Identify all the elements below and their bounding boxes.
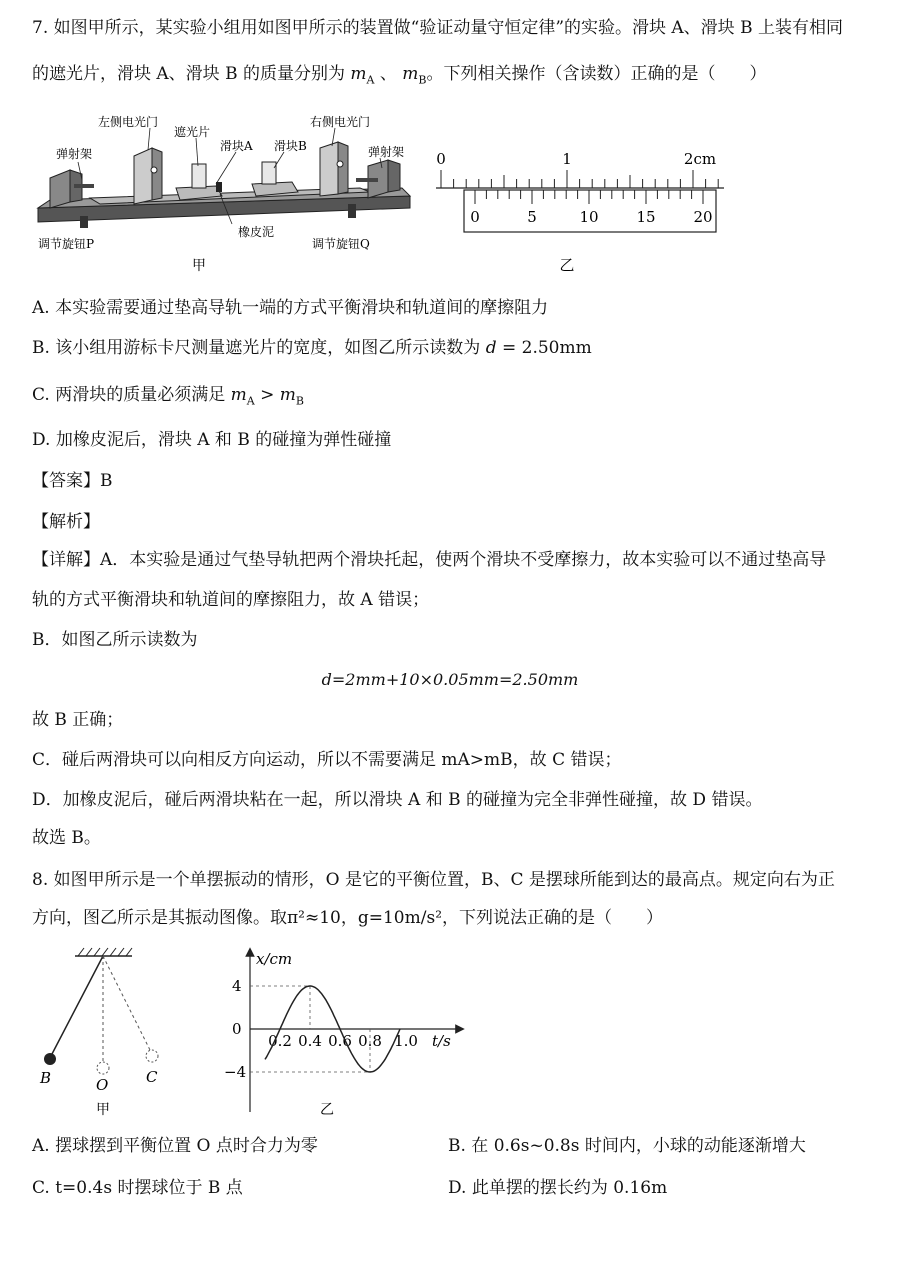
- figure-caption-yi: 乙: [559, 256, 575, 274]
- label-knob-p: 调节旋钮P: [38, 237, 95, 251]
- vibration-graph: [220, 944, 470, 1124]
- y-tick-0: 0: [232, 1020, 242, 1038]
- pendulum-caption: 甲: [96, 1102, 110, 1118]
- q8-stem-line1: 8. 如图甲所示是一个单摆振动的情形，O 是它的平衡位置，B、C 是摆球所能到达的最高点。规定向右为正: [32, 870, 835, 890]
- q7-detail-line4: 故 B 正确；: [32, 710, 124, 730]
- label-slider-a: 滑块A: [220, 139, 253, 153]
- main-scale-label-0: 0: [436, 150, 446, 168]
- vernier-label-20: 20: [693, 208, 713, 226]
- x-tick-0-8: 0.8: [358, 1032, 382, 1050]
- x-tick-0-2: 0.2: [268, 1032, 292, 1050]
- label-launcher-left: 弹射架: [56, 147, 93, 161]
- figure-caption-jia: 甲: [192, 258, 206, 274]
- vernier-label-0: 0: [470, 208, 480, 226]
- x-tick-0-4: 0.4: [298, 1032, 322, 1050]
- q7-detail-line2: 轨的方式平衡滑块和轨道间的摩擦阻力，故 A 错误；: [32, 590, 430, 610]
- air-track-figure: [30, 108, 420, 278]
- main-scale-label-1: 1: [562, 150, 572, 168]
- y-tick-4: 4: [232, 977, 242, 995]
- vernier-label-5: 5: [527, 208, 537, 226]
- label-c: C: [146, 1068, 158, 1086]
- q7-option-b: B. 该小组用游标卡尺测量遮光片的宽度，如图乙所示读数为 d = 2.50mm: [32, 338, 592, 358]
- label-left-photogate: 左侧电光门: [98, 115, 159, 129]
- vernier-label-15: 15: [636, 208, 656, 226]
- label-knob-q: 调节旋钮Q: [312, 237, 370, 251]
- pendulum-ball-b: [44, 1053, 56, 1065]
- q8-option-b: B. 在 0.6s~0.8s 时间内，小球的动能逐渐增大: [448, 1136, 806, 1156]
- q8-stem-line2: 方向，图乙所示是其振动图像。取π²≈10，g=10m/s²，下列说法正确的是（ ）: [32, 908, 664, 928]
- q7-option-a: A. 本实验需要通过垫高导轨一端的方式平衡滑块和轨道间的摩擦阻力: [32, 298, 549, 318]
- q7-option-d: D. 加橡皮泥后，滑块 A 和 B 的碰撞为弹性碰撞: [32, 430, 392, 450]
- main-scale-label-2: 2cm: [683, 150, 717, 168]
- q7-stem-line1: 7. 如图甲所示，某实验小组用如图甲所示的装置做“验证动量守恒定律”的实验。滑块 A、滑块 B 上装有相同: [32, 18, 843, 38]
- label-o: O: [96, 1076, 109, 1094]
- vernier-label-10: 10: [579, 208, 599, 226]
- q7-option-c: C. 两滑块的质量必须满足 $m_A > m_B$: [32, 385, 304, 408]
- main-scale: [436, 170, 724, 188]
- label-slider-b: 滑块B: [274, 139, 307, 153]
- x-tick-1-0: 1.0: [394, 1032, 418, 1050]
- q7-detail-line1: 【详解】A．本实验是通过气垫导轨把两个滑块托起，使两个滑块不受摩擦力，故本实验可以不通过垫高导: [32, 550, 827, 570]
- q7-detail-line5: C．碰后两滑块可以向相反方向运动，所以不需要满足 mA>mB，故 C 错误；: [32, 750, 622, 770]
- q7-conclusion: 故选 B。: [32, 828, 101, 848]
- q7-detail-line3: B．如图乙所示读数为: [32, 630, 198, 650]
- pendulum-figure: [30, 946, 180, 1126]
- vernier-scale: [475, 190, 703, 204]
- label-b: B: [40, 1069, 52, 1087]
- x-tick-0-6: 0.6: [328, 1032, 352, 1050]
- label-clay: 橡皮泥: [238, 225, 275, 239]
- q8-option-c: C. t=0.4s 时摆球位于 B 点: [32, 1178, 243, 1198]
- y-tick-neg4: −4: [224, 1063, 247, 1081]
- q7-formula: d=2mm+10×0.05mm=2.50mm: [321, 670, 579, 689]
- q8-option-d: D. 此单摆的摆长约为 0.16m: [448, 1178, 668, 1198]
- x-axis-label: t/s: [432, 1032, 451, 1050]
- q8-option-a: A. 摆球摆到平衡位置 O 点时合力为零: [32, 1136, 318, 1156]
- label-right-photogate: 右侧电光门: [310, 115, 371, 129]
- q7-answer: 【答案】B: [32, 471, 113, 491]
- q7-analysis-heading: 【解析】: [32, 512, 100, 532]
- label-shade: 遮光片: [174, 125, 211, 139]
- vernier-caliper-figure: [430, 140, 730, 280]
- pendulum-position-o: [97, 1062, 109, 1074]
- q7-stem-line2: 的遮光片，滑块 A、滑块 B 的质量分别为 $m_A$ 、 $m_B$。下列相关操作（含读数）正确的是（ ）: [32, 64, 767, 87]
- y-axis-label: x/cm: [256, 950, 293, 968]
- q7-detail-line6: D．加橡皮泥后，碰后两滑块粘在一起，所以滑块 A 和 B 的碰撞为完全非弹性碰撞，故 D 错误。: [32, 790, 763, 810]
- pendulum-position-c: [146, 1050, 158, 1062]
- label-launcher-right: 弹射架: [368, 145, 405, 159]
- graph-caption: 乙: [320, 1102, 334, 1118]
